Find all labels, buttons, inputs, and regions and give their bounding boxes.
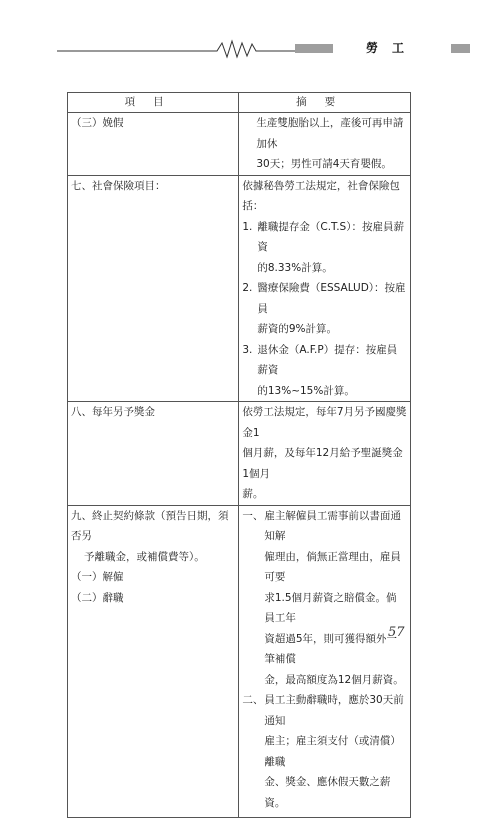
summary-intro: 依據秘魯勞工法規定，社會保險包括：	[242, 179, 400, 212]
table-header-row	[68, 93, 411, 113]
list-line: 資超過5年，則可獲得額外一筆補償	[264, 632, 398, 665]
list-number: 一、	[242, 509, 264, 522]
table-row	[68, 175, 411, 402]
list-line: 員工主動辭職時，應於30天前通知	[264, 694, 404, 727]
list-line: 的8.33%計算。	[257, 261, 333, 274]
list-line: 金，最高額度為12個月薪資。	[264, 673, 404, 686]
list-number: 3.	[242, 343, 253, 356]
col-header-item: 項目	[68, 93, 239, 113]
item-line: 八、每年另予獎金	[71, 406, 155, 418]
page-header	[57, 38, 418, 60]
summary-line: 依勞工法規定，每年7月另予國慶獎金1	[242, 406, 407, 439]
section-title: 勞工	[333, 38, 451, 58]
list-item	[242, 506, 407, 691]
list-line: 求1.5個月薪資之賠償金。倘員工年	[264, 591, 397, 624]
row-summary-cell	[239, 402, 411, 506]
row-summary-cell	[239, 175, 411, 402]
col-header-summary: 摘要	[239, 93, 411, 113]
list-line: 離職提存金（C.T.S）：按雇員薪資	[257, 220, 404, 253]
list-line: 雇主解僱員工需事前以書面通知解	[264, 509, 401, 542]
summary-line: 生產雙胞胎以上，產後可再申請加休	[256, 117, 404, 150]
summary-line: 個月薪，及每年12月給予聖誕獎金1個月	[242, 447, 403, 480]
list-line: 僱理由，倘無正當理由，雇員可要	[264, 550, 401, 583]
list-item	[242, 340, 407, 402]
list-line: 退休金（A.F.P）提存：按雇員薪資	[257, 343, 398, 376]
table-row	[68, 113, 411, 176]
item-line: 九、終止契約條款（預告日期，須否另	[71, 509, 229, 542]
header-zigzag-line	[57, 38, 297, 60]
row-item-cell	[68, 175, 239, 402]
item-line: （三）娩假	[71, 117, 124, 129]
list-line: 雇主；雇主須支付（或清償）離職	[264, 735, 401, 768]
summary-line: 30天；男性可請4天育嬰假。	[256, 158, 392, 170]
list-item	[242, 278, 407, 340]
list-line: 金、獎金、應休假天數之薪資。	[264, 776, 391, 809]
list-line: 醫療保險費（ESSALUD）：按雇員	[257, 282, 406, 315]
list-item	[242, 217, 407, 279]
table-row	[68, 402, 411, 506]
info-table	[67, 92, 411, 818]
item-line: （一）解僱	[71, 571, 124, 583]
item-line: 七、社會保險項目：	[71, 179, 166, 192]
list-line: 的13%~15%計算。	[257, 384, 355, 397]
list-number: 二、	[242, 694, 264, 706]
list-line: 薪資的9%計算。	[257, 323, 338, 335]
row-item-cell	[68, 113, 239, 176]
list-item	[242, 690, 407, 813]
row-item-cell	[68, 505, 239, 818]
row-summary-cell	[239, 505, 411, 818]
row-item-cell	[68, 402, 239, 506]
summary-line: 薪。	[242, 488, 264, 500]
table-row	[68, 505, 411, 818]
row-summary-cell	[239, 113, 411, 176]
item-line: （二）辭職	[71, 591, 124, 604]
list-number: 1.	[242, 220, 253, 233]
item-line: 予離職金，或補償費等）。	[84, 550, 205, 563]
list-number: 2.	[242, 282, 253, 294]
page-number: 57	[388, 625, 405, 640]
